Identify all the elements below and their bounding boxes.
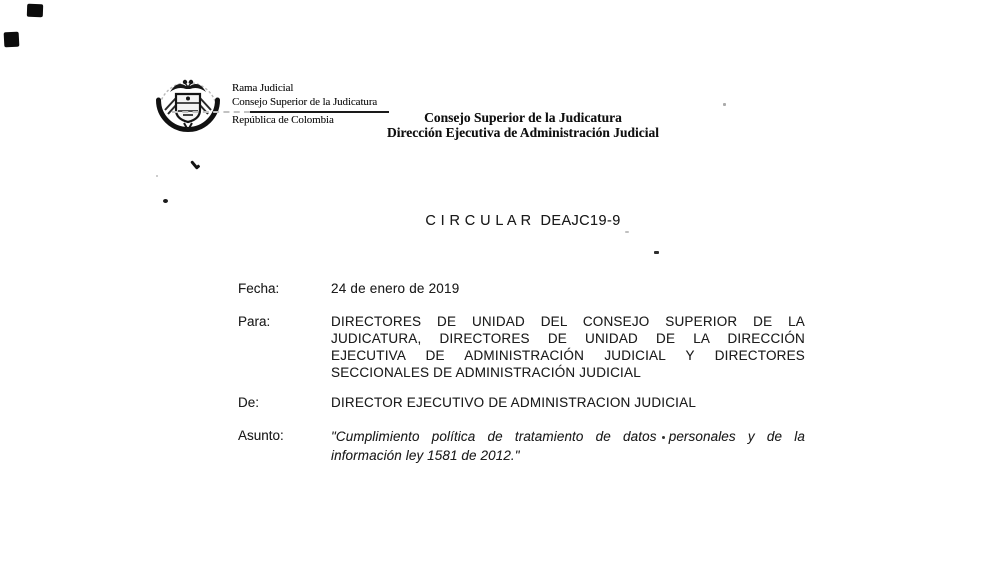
scan-speck	[156, 175, 158, 177]
scan-speck	[654, 251, 659, 254]
letterhead-republica: República de Colombia	[232, 114, 334, 126]
header-direccion-ejecutiva: Dirección Ejecutiva de Administración Judicial	[387, 125, 659, 140]
asunto-label: Asunto:	[238, 428, 284, 443]
de-label: De:	[238, 395, 260, 410]
asunto-line: "Cumplimiento política de tratamiento de datos personales y de la	[331, 429, 805, 444]
fecha-value: 24 de enero de 2019	[331, 281, 460, 296]
circular-title-number: DEAJC19-9	[540, 213, 621, 229]
para-value	[331, 313, 805, 381]
letterhead-consejo-superior: Consejo Superior de la Judicatura	[232, 95, 378, 108]
para-label: Para:	[238, 314, 271, 329]
letterhead-divider	[250, 111, 389, 113]
scan-speck	[190, 160, 199, 170]
para-line: EJECUTIVA DE ADMINISTRACIÓN JUDICIAL Y DIRECTORES	[331, 348, 805, 363]
scan-artifact-square	[27, 4, 43, 18]
para-line: JUDICATURA, DIRECTORES DE UNIDAD DE LA DIRECCIÓN	[331, 331, 805, 346]
circular-title	[333, 213, 713, 229]
header-consejo-superior: Consejo Superior de la Judicatura	[424, 110, 622, 125]
asunto-line: información ley 1581 de 2012."	[331, 448, 520, 463]
asunto-value	[331, 427, 805, 465]
para-line: DIRECTORES DE UNIDAD DEL CONSEJO SUPERIOR DE LA	[331, 314, 805, 329]
scan-speck	[163, 199, 168, 203]
letterhead-text-block	[232, 82, 389, 128]
rama-judicial-seal-icon	[152, 70, 224, 148]
para-line: SECCIONALES DE ADMINISTRACIÓN JUDICIAL	[331, 365, 641, 380]
letterhead-divider-faint	[172, 111, 250, 113]
document-header	[375, 110, 671, 140]
scan-speck	[625, 231, 629, 233]
scan-artifact-square	[4, 32, 20, 48]
de-value: DIRECTOR EJECUTIVO DE ADMINISTRACION JUDICIAL	[331, 395, 697, 410]
letterhead-rama-judicial: Rama Judicial	[232, 82, 294, 94]
circular-title-word: C I R C U L A R	[425, 213, 532, 229]
fecha-label: Fecha:	[238, 281, 280, 296]
scan-speck	[723, 103, 726, 106]
